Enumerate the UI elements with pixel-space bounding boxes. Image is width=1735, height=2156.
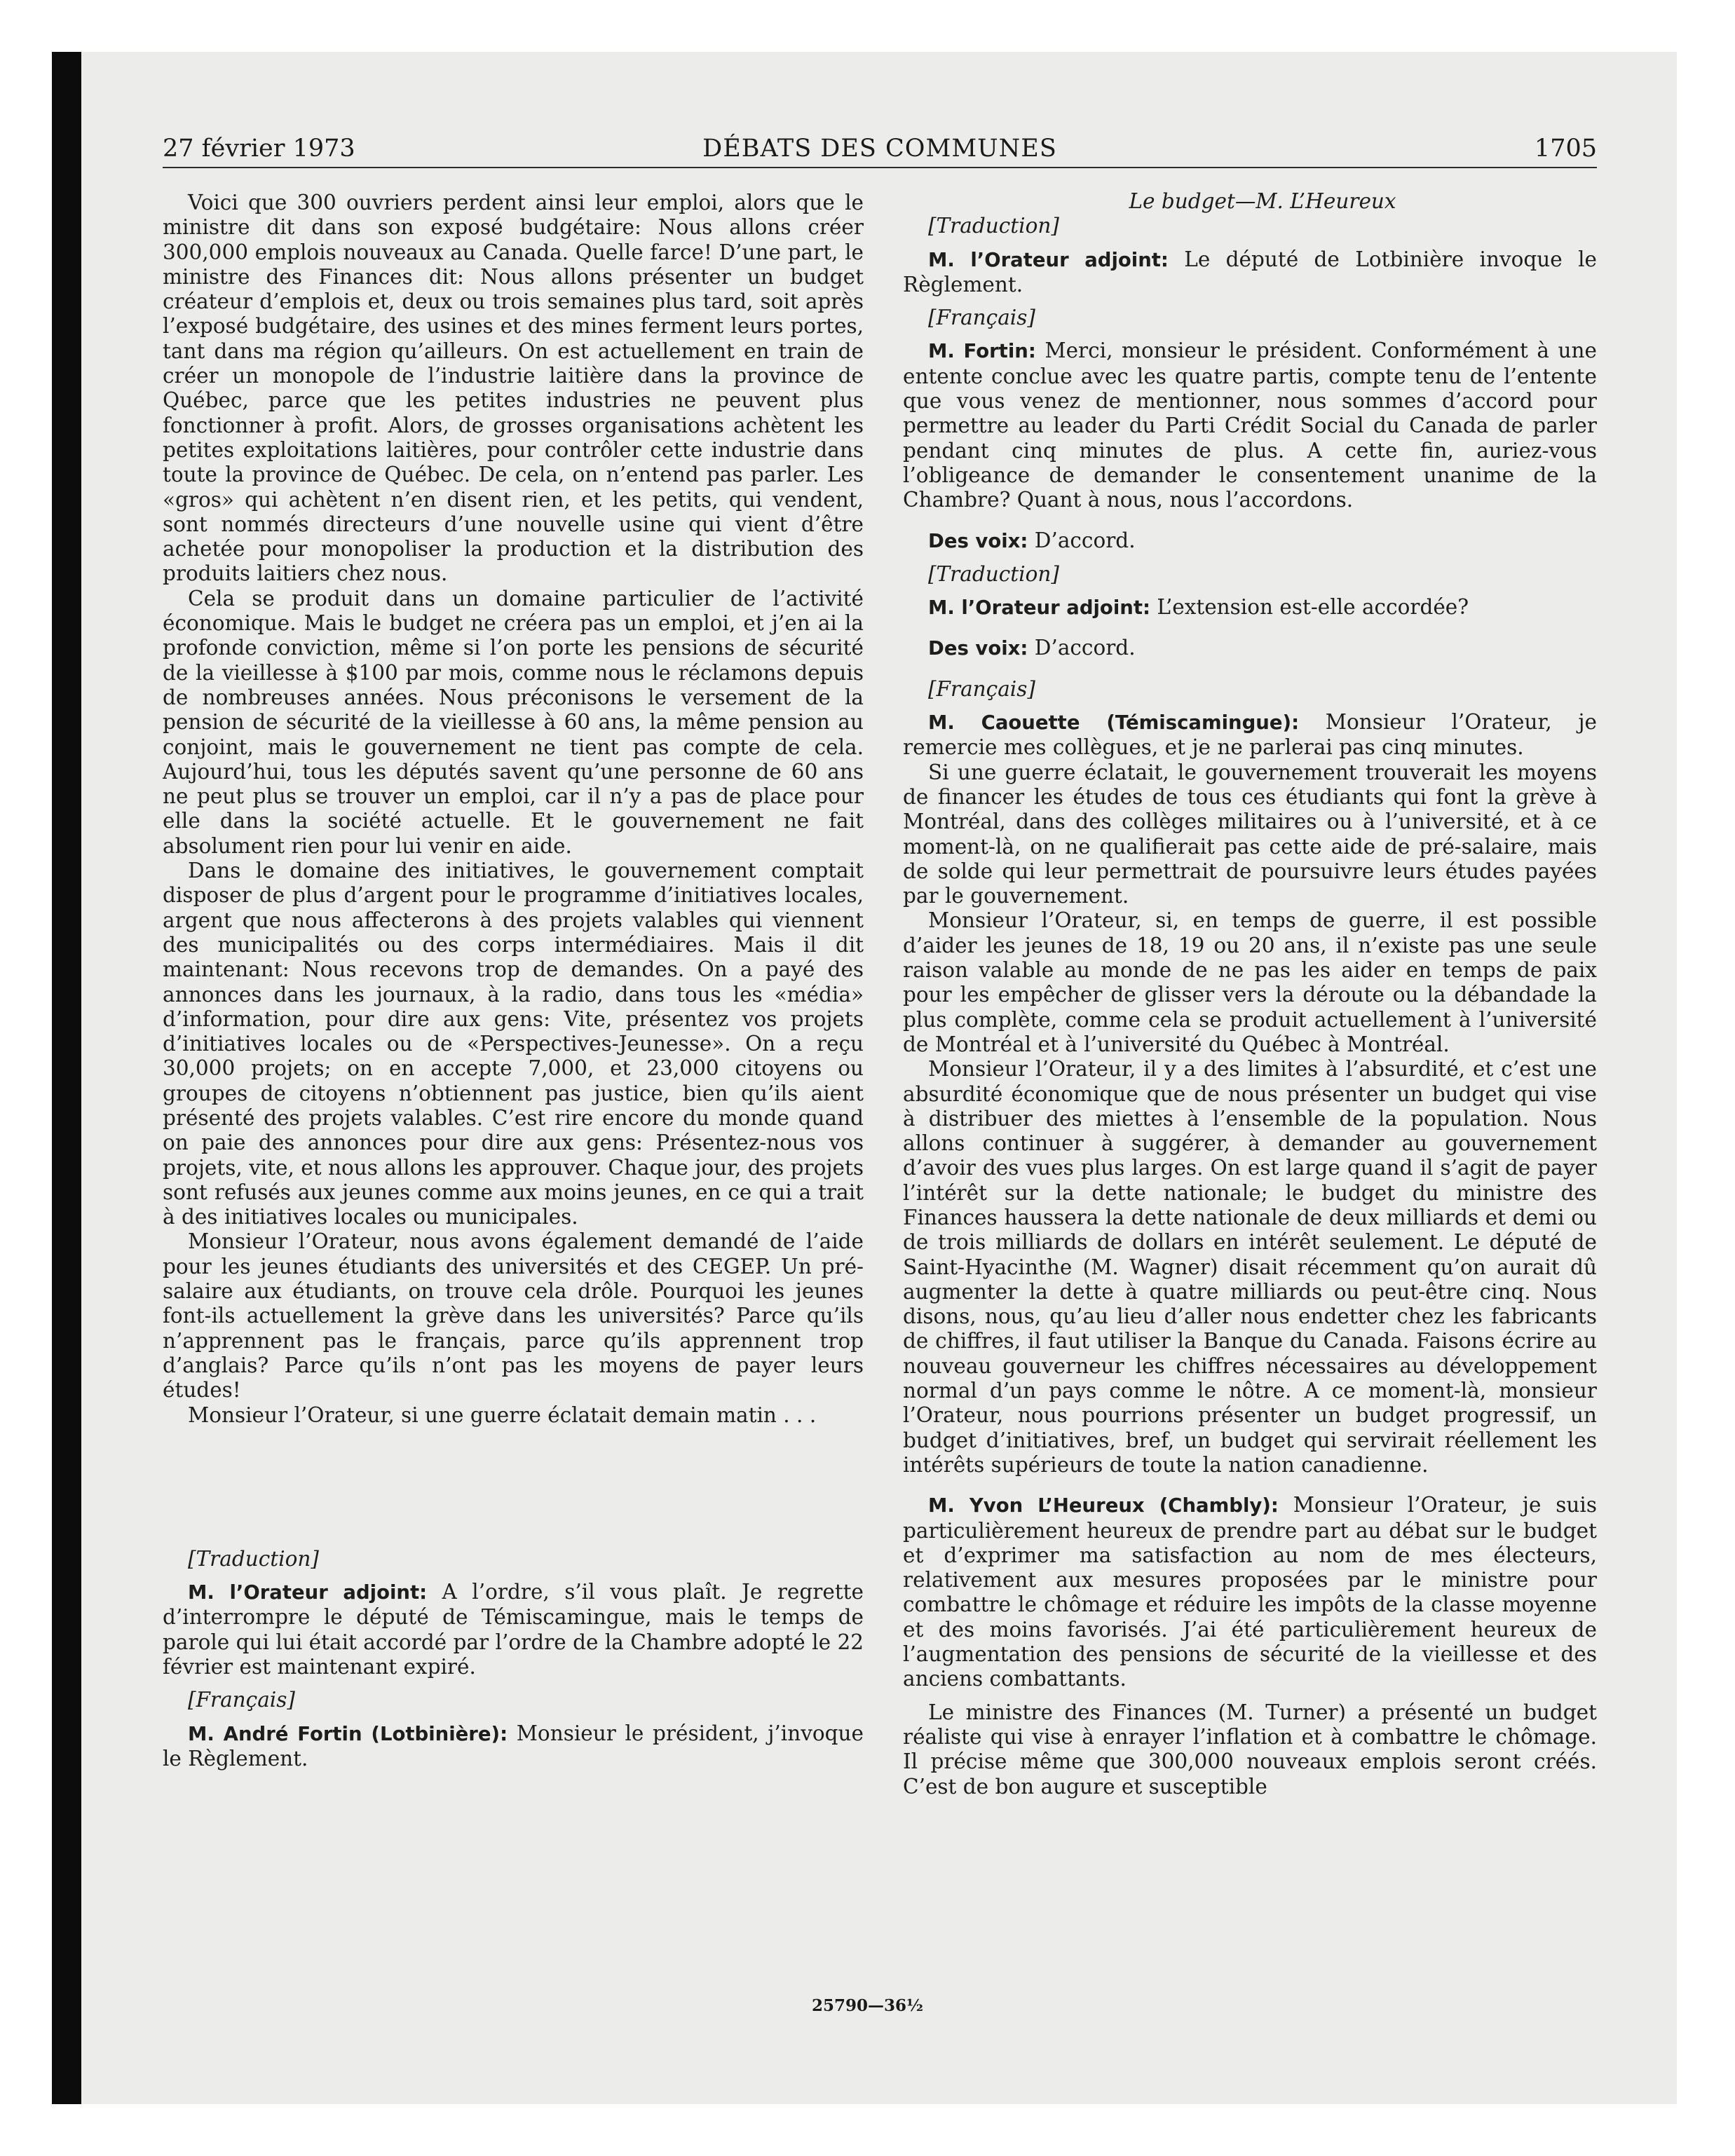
language-marker: [Traduction] [928,214,1059,238]
paragraph: Dans le domaine des initiatives, le gouvernement comptait disposer de plus d’argent pour le programme d’initiatives locales, argent que nous affecterons à des projets valables qui viennent des municipalités ou des corps intermédiaires. Mais il dit maintenant: Nous recevons trop de demandes. On a payé des annonces dans les journaux, à la radio, dans tous les «média» d’information, pour dire aux gens: Vite, présentez vos projets d’initiatives locales ou de «Perspectives-Jeunesse». On a reçu 30,000 projets; on en accepte 7,000, et 23,000 citoyens ou groupes de citoyens n’obtiennent pas justice, bien qu’ils aient présenté des projets valables. C’est rire encore du monde quand on paie des annonces pour dire aux gens: Présentez-nous vos projets, vite, et nous allons les approuver. Chaque jour, des projets sont refusés aux jeunes comme aux moins jeunes, en ce qui a trait à des initiatives locales ou municipales. [163,859,864,1229]
left-column [163,191,864,1978]
speech-text: Le député de Lotbinière invoque le Règlement. [903,247,1597,296]
header-page-number: 1705 [1534,135,1597,163]
speech-text: A l’ordre, s’il vous plaît. Je regrette d’interrompre le député de Témiscamingue, mais le temps de parole qui lui était accordé par l’ordre de la Chambre adopté le 22 février est maintenant expiré. [163,1580,864,1679]
language-marker: [Français] [928,676,1035,701]
speaker-name: M. Yvon L’Heureux (Chambly): [928,1494,1279,1517]
speaker-name: M. Fortin: [928,340,1036,363]
speech-text: D’accord. [1028,528,1136,552]
speaker-name: M. Caouette (Témiscamingue): [928,711,1300,735]
speaker-paragraph [903,595,1597,620]
speech-text: Monsieur l’Orateur, je remercie mes collègues, et je ne parlerai pas cinq minutes. [903,710,1597,760]
paragraph: Si une guerre éclatait, le gouvernement trouverait les moyens de financer les études de tous ces étudiants qui font la grève à Montréal, dans des collèges militaires ou à l’université, et à ce moment-là, on ne qualifierait pas cette aide de pré-salaire, mais de solde qui leur permettrait de poursuivre leurs études payées par le gouvernement. [903,760,1597,908]
paragraph: Cela se produit dans un domaine particulier de l’activité économique. Mais le budget ne créera pas un emploi, et j’en ai la profonde conviction, même si l’on porte les pensions de sécurité de la vieillesse à $100 par mois, comme nous le réclamons depuis de nombreuses années. Nous préconisons le versement de la pension de sécurité de la vieillesse à 60 ans, la même pension au conjoint, mais le gouvernement ne tient pas compte de cela. Aujourd’hui, tous les députés savent qu’une personne de 60 ans ne peut plus se trouver un emploi, car il n’y a pas de place pour elle dans la société actuelle. Et le gouvernement ne fait absolument rien pour lui venir en aide. [163,586,864,858]
speaker-name: M. André Fortin (Lotbinière): [188,1722,508,1745]
paragraph: Le ministre des Finances (M. Turner) a présenté un budget réaliste qui vise à enrayer l’inflation et à combattre le chômage. Il précise même que 300,000 nouveaux emplois seront créés. C’est de bon augure et susceptible [903,1700,1597,1799]
page-header [163,133,1597,168]
speaker-paragraph [903,636,1597,661]
speaker-name: M. l’Orateur adjoint: [928,248,1169,271]
speaker-name: M. l’Orateur adjoint: [188,1581,428,1604]
speaker-paragraph [903,1493,1597,1691]
language-marker: [Traduction] [928,561,1059,586]
paragraph: Monsieur l’Orateur, nous avons également demandé de l’aide pour les jeunes étudiants des universités et des CEGEP. Un pré-salaire aux étudiants, on trouve cela drôle. Pourquoi les jeunes font-ils actuellement la grève dans les universités? Parce qu’ils n’apprennent pas le français, parce qu’ils apprennent trop d’anglais? Parce qu’ils n’ont pas les moyens de payer leurs études! [163,1229,864,1403]
speaker-name: M. l’Orateur adjoint: [928,596,1150,620]
paragraph: Monsieur l’Orateur, il y a des limites à l’absurdité, et c’est une absurdité économique que de nous présenter un budget qui vise à distribuer des miettes à l’ensemble de la population. Nous allons continuer à suggérer, à demander au gouvernement d’avoir des vues plus larges. On est large quand il s’agit de payer l’intérêt sur la dette nationale; le budget du ministre des Finances haussera la dette nationale de deux milliards et demi ou de trois milliards de dollars en intérêt seulement. Le député de Saint-Hyacinthe (M. Wagner) disait récemment qu’on aurait dû augmenter la dette à quatre milliards ou peut-être cinq. Nous disons, nous, qu’au lieu d’aller nous endetter chez les fabricants de chiffres, il faut utiliser la Banque du Canada. Faisons écrire au nouveau gouverneur les chiffres nécessaires au développement normal d’un pays comme le nôtre. A ce moment-là, monsieur l’Orateur, nous pourrions présenter un budget progressif, un budget d’initiatives, bref, un budget qui servirait réellement les intérêts supérieurs de toute la nation canadienne. [903,1057,1597,1477]
speaker-paragraph [163,1721,864,1772]
paragraph: Monsieur l’Orateur, si, en temps de guerre, il est possible d’aider les jeunes de 18, 19 ou 20 ans, il n’existe pas une seule raison valable au monde de ne pas les aider en temps de paix pour les empêcher de glisser vers la déroute ou la débandade la plus complète, comme cela se produit actuellement à l’université de Montréal et à l’université du Québec à Montréal. [903,908,1597,1056]
header-date: 27 février 1973 [163,135,355,163]
running-head: Le budget—M. L’Heureux [1129,189,1396,213]
language-marker: [Traduction] [188,1546,319,1571]
speaker-name: Des voix: [928,529,1028,552]
speaker-paragraph [903,339,1597,512]
speaker-paragraph [163,1580,864,1679]
page-footer-code: 25790—36½ [811,1996,923,2015]
language-marker: [Français] [188,1688,295,1712]
speaker-paragraph [903,247,1597,298]
speech-text: Merci, monsieur le président. Conformément à une entente conclue avec les quatre partis, compte tenu de l’entente que vous venez de mentionner, nous sommes d’accord pour permettre au leader du Parti Crédit Social du Canada de parler pendant cinq minutes de plus. A cette fin, auriez-vous l’obligeance de demander le consentement unanime de la Chambre? Quant à nous, nous l’accordons. [903,339,1597,512]
speech-text: D’accord. [1028,636,1136,660]
speech-text: Monsieur le président, j’invoque le Règlement. [163,1721,864,1770]
right-column [903,189,1597,1977]
speech-text: L’extension est-elle accordée? [1150,595,1469,620]
speaker-paragraph [903,710,1597,760]
speech-text: Monsieur l’Orateur, je suis particulièrement heureux de prendre part au débat sur le budget et d’exprimer ma satisfaction au nom de mes électeurs, relativement aux mesures proposées par le ministre pour combattre le chômage et réduire les impôts de la classe moyenne et des moins favorisés. J’ai été particulièrement heureux de l’augmentation des pensions de sécurité de la vieillesse et des anciens combattants. [903,1493,1597,1691]
header-title: DÉBATS DES COMMUNES [702,135,1057,163]
speaker-paragraph [903,528,1597,554]
paragraph: Monsieur l’Orateur, si une guerre éclatait demain matin . . . [188,1403,817,1427]
paragraph: Voici que 300 ouvriers perdent ainsi leur emploi, alors que le ministre dit dans son exposé budgétaire: Nous allons créer 300,000 emplois nouveaux au Canada. Quelle farce! D’une part, le ministre des Finances dit: Nous allons présenter un budget créateur d’emplois et, deux ou trois semaines plus tard, soit après l’exposé budgétaire, des usines et des mines ferment leurs portes, tant dans ma région qu’ailleurs. On est actuellement en train de créer un monopole de l’industrie laitière dans la province de Québec, parce que les petites industries ne peuvent plus fonctionner à profit. Alors, de grosses organisations achètent les petites exploitations laitières, pour contrôler cette industrie dans toute la province de Québec. De cela, on n’entend pas parler. Les «gros» qui achètent n’en disent rien, et les petits, qui vendent, sont nommés directeurs d’une nouvelle usine qui vient d’être achetée pour monopoliser la production et la distribution des produits laitiers chez nous. [163,191,864,586]
binding-edge [52,52,81,2104]
speaker-name: Des voix: [928,637,1028,660]
language-marker: [Français] [928,306,1035,330]
